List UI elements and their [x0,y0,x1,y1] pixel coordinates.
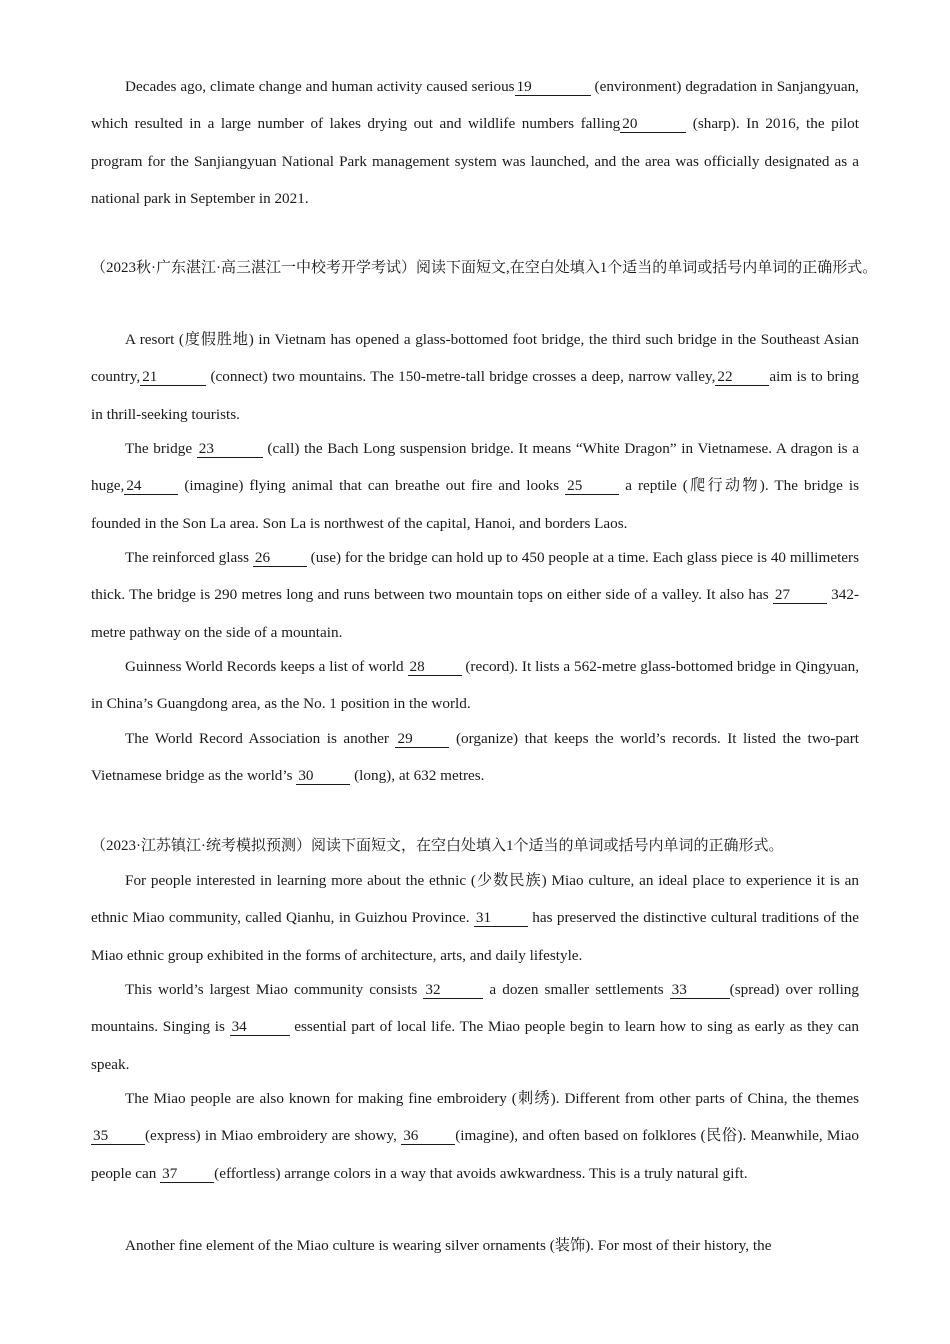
paragraph: Another fine element of the Miao culture is wearing silver ornaments (装饰). For most of their history, the [125,1237,772,1254]
answer-blank-33[interactable]: 33 [670,981,730,999]
answer-blank-23[interactable]: 23 [197,440,263,458]
answer-blank-30[interactable]: 30 [296,767,350,785]
answer-blank-36[interactable]: 36 [401,1127,455,1145]
answer-blank-28[interactable]: 28 [408,658,462,676]
paragraph: The bridge 23 (call) the Bach Long suspension bridge. It means “White Dragon” in Vietnamese. A dragon is a huge, 24 (imagine) flying animal that can breathe out fire and looks 25 a reptile (爬行动物). The bridge is founded in the Son La area. Son La is northwest of the capital, Hanoi, and borders Laos. [91,440,859,532]
answer-blank-37[interactable]: 37 [160,1165,214,1183]
paragraph: The Miao people are also known for making fine embroidery (刺绣). Different from other parts of China, the themes 35 (express) in Miao embroidery are showy, 36 (imagine), and often based on folklores (民俗). Meanwhile, Miao people can 37 (effortless) arrange colors in a way that avoids awkwardness. This is a truly natural gift. [91,1090,859,1182]
answer-blank-20[interactable]: 20 [620,115,686,133]
paragraph: Decades ago, climate change and human activity caused serious 19 (environment) degradation in Sanjangyuan, which resulted in a large number of lakes drying out and wildlife numbers falling 20 (sharp). In 2016, the pilot program for the Sanjiangyuan National Park management system was launched, and the area was officially designated as a national park in September in 2021. [91,78,859,207]
answer-blank-35[interactable]: 35 [91,1127,145,1145]
answer-blank-19[interactable]: 19 [515,78,591,96]
section-header: （2023·江苏镇江·统考模拟预测）阅读下面短文，在空白处填入1个适当的单词或括号内单词的正确形式。 [91,838,784,854]
paragraph: The reinforced glass 26 (use) for the bridge can hold up to 450 people at a time. Each glass piece is 40 millimeters thick. The bridge is 290 metres long and runs between two mountain tops on either side of a valley. It also has 27 342-metre pathway on the side of a mountain. [91,549,859,641]
answer-blank-27[interactable]: 27 [773,586,827,604]
answer-blank-31[interactable]: 31 [474,909,528,927]
answer-blank-24[interactable]: 24 [124,477,178,495]
answer-blank-21[interactable]: 21 [140,368,206,386]
paragraph: This world’s largest Miao community consists 32 a dozen smaller settlements 33 (spread) over rolling mountains. Singing is 34 essential part of local life. The Miao people begin to learn how to sing as early as they can speak. [91,981,859,1073]
answer-blank-34[interactable]: 34 [230,1018,290,1036]
answer-blank-22[interactable]: 22 [715,368,769,386]
answer-blank-32[interactable]: 32 [423,981,483,999]
paragraph: Guinness World Records keeps a list of world 28 (record). It lists a 562-metre glass-bottomed bridge in Qingyuan, in China’s Guangdong area, as the No. 1 position in the world. [91,658,859,713]
paragraph: For people interested in learning more about the ethnic (少数民族) Miao culture, an ideal place to experience it is an ethnic Miao community, called Qianhu, in Guizhou Province. 31 has preserved the distinctive cultural traditions of the Miao ethnic group exhibited in the forms of architecture, arts, and daily lifestyle. [91,872,860,964]
paragraph: A resort (度假胜地) in Vietnam has opened a glass-bottomed foot bridge, the third such bridge in the Southeast Asian country, 21 (connect) two mountains. The 150-metre-tall bridge crosses a deep, narrow valley, 22 aim is to bring in thrill-seeking tourists. [91,331,859,423]
answer-blank-29[interactable]: 29 [395,730,449,748]
section-header: （2023秋·广东湛江·高三湛江一中校考开学考试）阅读下面短文,在空白处填入1个适当的单词或括号内单词的正确形式。 [91,260,878,276]
answer-blank-26[interactable]: 26 [253,549,307,567]
answer-blank-25[interactable]: 25 [565,477,619,495]
paragraph: The World Record Association is another 29 (organize) that keeps the world’s records. It listed the two-part Vietnamese bridge as the world’s 30 (long), at 632 metres. [91,730,859,785]
